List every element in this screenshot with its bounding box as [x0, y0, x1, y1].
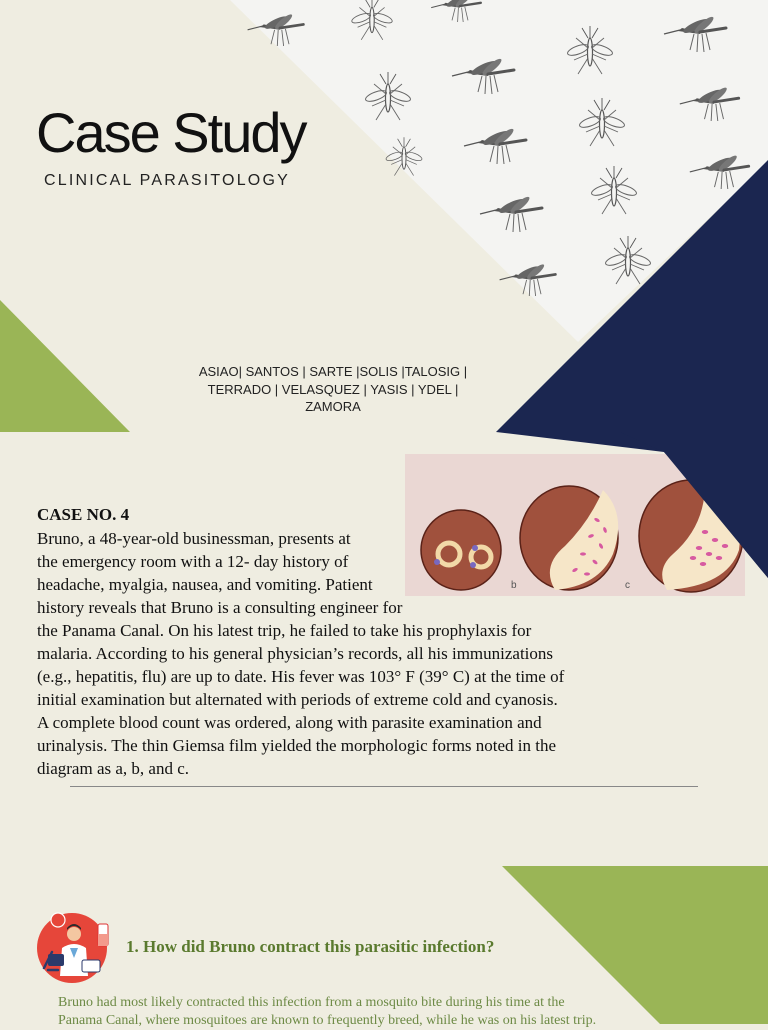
case-line: Bruno, a 48-year-old businessman, presents at [37, 529, 351, 548]
figure-label-b: b [511, 580, 517, 591]
case-line: (e.g., hepatitis, flu) are up to date. His fever was 103° F (39° C) at the time of [37, 667, 565, 686]
author-line: TERRADO | VELASQUEZ | YASIS | YDEL | [207, 381, 459, 397]
case-line: the Panama Canal. On his latest trip, he failed to take his prophylaxis for [37, 621, 532, 640]
case-line: diagram as a, b, and c. [37, 759, 189, 778]
case-line: A complete blood count was ordered, along with parasite examination and [37, 713, 542, 732]
answer-line: Panama Canal, where mosquitoes are known to frequently breed, while he was on his latest trip. [58, 1013, 597, 1028]
case-line: initial examination but alternated with periods of extreme cold and cyanosis. [37, 690, 558, 709]
case-line: history reveals that Bruno is a consulting engineer for [37, 598, 403, 617]
page-subtitle: CLINICAL PARASITOLOGY [44, 172, 290, 189]
case-title: CASE NO. 4 [37, 505, 130, 524]
doctor-microscope-icon [34, 910, 112, 984]
case-description [37, 527, 564, 780]
case-line: malaria. According to his general physician’s records, all his immunizations [37, 644, 554, 663]
author-line: ZAMORA [305, 399, 361, 414]
answer-line: Bruno had most likely contracted this infection from a mosquito bite during his time at the [58, 995, 565, 1010]
page-title: Case Study [36, 101, 306, 164]
case-line: headache, myalgia, nausea, and vomiting. Patient [37, 575, 373, 594]
author-line: ASIAO| SANTOS | SARTE |SOLIS |TALOSIG | [198, 364, 468, 379]
divider [70, 786, 698, 787]
figure-label-c: c [625, 580, 630, 591]
case-line: urinalysis. The thin Giemsa film yielded the morphologic forms noted in the [37, 736, 557, 755]
question-heading: 1. How did Bruno contract this parasitic infection? [126, 937, 495, 956]
case-line: the emergency room with a 12- day history of [37, 552, 349, 571]
answer-text [58, 994, 618, 1030]
